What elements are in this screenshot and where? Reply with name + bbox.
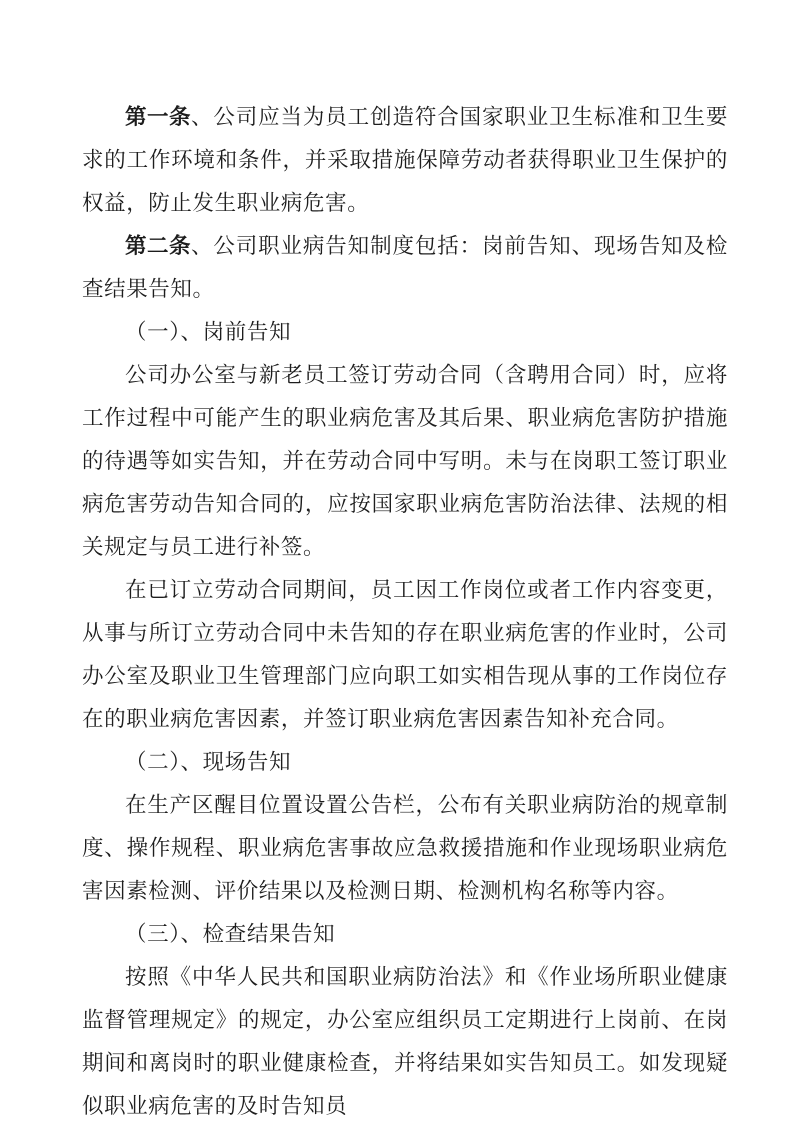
paragraph-article-1 [82, 96, 728, 225]
paragraph-text-article-1: 、公司应当为员工创造符合国家职业卫生标准和卫生要求的工作环境和条件，并采取措施保障劳动者获得职业卫生保护的权益，防止发生职业病危害。 [82, 105, 728, 216]
paragraph-body-3-1 [82, 956, 728, 1128]
paragraph-text-body-1-1: 公司办公室与新老员工签订劳动合同（含聘用合同）时，应将工作过程中可能产生的职业病危害及其后果、职业病危害防护措施的待遇等如实告知，并在劳动合同中写明。未与在岗职工签订职业病危害劳动告知合同的，应按国家职业病危害防治法律、法规的相关规定与员工进行补签。 [82, 363, 728, 560]
paragraph-text-body-1-2: 在已订立劳动合同期间，员工因工作岗位或者工作内容变更，从事与所订立劳动合同中未告知的存在职业病危害的作业时，公司办公室及职业卫生管理部门应向职工如实相告现从事的工作岗位存在的职业病危害因素，并签订职业病危害因素告知补充合同。 [82, 578, 728, 732]
paragraph-body-2-1 [82, 784, 728, 913]
paragraph-body-1-2 [82, 569, 728, 741]
subheading-san [82, 913, 728, 956]
article-label-1: 第一条 [125, 105, 191, 130]
paragraph-text-body-3-1: 按照《中华人民共和国职业病防治法》和《作业场所职业健康监督管理规定》的规定，办公室应组织员工定期进行上岗前、在岗期间和离岗时的职业健康检查，并将结果如实告知员工。如发现疑似职业病危害的及时告知员 [82, 965, 728, 1119]
paragraph-article-2 [82, 225, 728, 311]
paragraph-text-article-2: 、公司职业病告知制度包括：岗前告知、现场告知及检查结果告知。 [82, 234, 728, 302]
subheading-san-text: （三）、检查结果告知 [125, 922, 336, 947]
subheading-er [82, 741, 728, 784]
paragraph-text-body-2-1: 在生产区醒目位置设置公告栏，公布有关职业病防治的规章制度、操作规程、职业病危害事故应急救援措施和作业现场职业病危害因素检测、评价结果以及检测日期、检测机构名称等内容。 [82, 793, 728, 904]
document-body [82, 96, 728, 1128]
paragraph-body-1-1 [82, 354, 728, 569]
article-label-2: 第二条 [125, 234, 191, 259]
subheading-er-text: （二）、现场告知 [125, 750, 292, 775]
subheading-yi [82, 311, 728, 354]
subheading-yi-text: （一）、岗前告知 [125, 320, 292, 345]
